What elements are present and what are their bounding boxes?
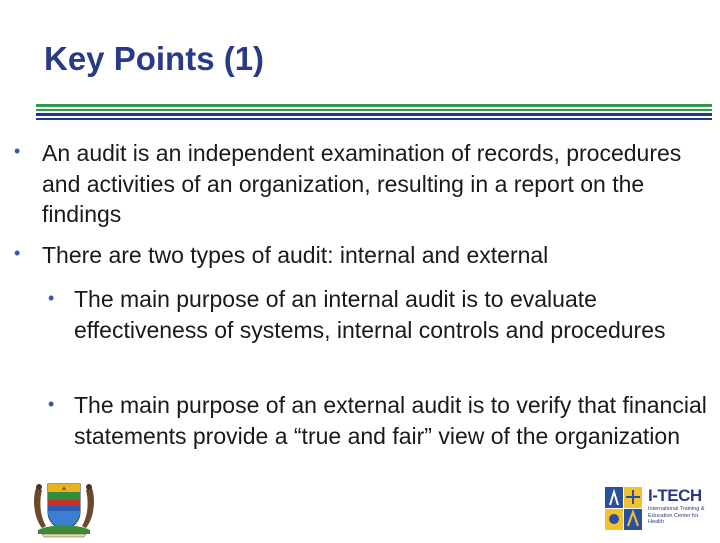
title-rule-green-2 (36, 109, 712, 111)
bullet-item: An audit is an independent examination of records, procedures and activities of an organization, resulting in a report on the findings (42, 140, 682, 227)
sub-bullet-marker: • (48, 288, 55, 308)
sub-bullet-item: The main purpose of an internal audit is to evaluate effectiveness of systems, internal controls and procedures (74, 286, 666, 343)
bullet-marker: • (14, 141, 21, 161)
slide-title: Key Points (1) (44, 40, 265, 77)
itech-name: I-TECH (648, 486, 702, 505)
itech-logo-icon (604, 484, 716, 534)
sub-bullet-marker: • (48, 394, 55, 414)
title-rule-green-1 (36, 104, 712, 107)
bullet-marker: • (14, 243, 21, 263)
sub-bullet-item: The main purpose of an external audit is to verify that financial statements provide a “true and fair” view of the organization (74, 392, 707, 449)
itech-subtitle: International Training & Education Center for Health (648, 506, 705, 525)
tanzania-coat-of-arms-icon (28, 478, 100, 538)
title-rule-blue-1 (36, 113, 712, 116)
title-rule-blue-2 (36, 118, 712, 120)
bullet-item: There are two types of audit: internal and external (42, 242, 549, 268)
